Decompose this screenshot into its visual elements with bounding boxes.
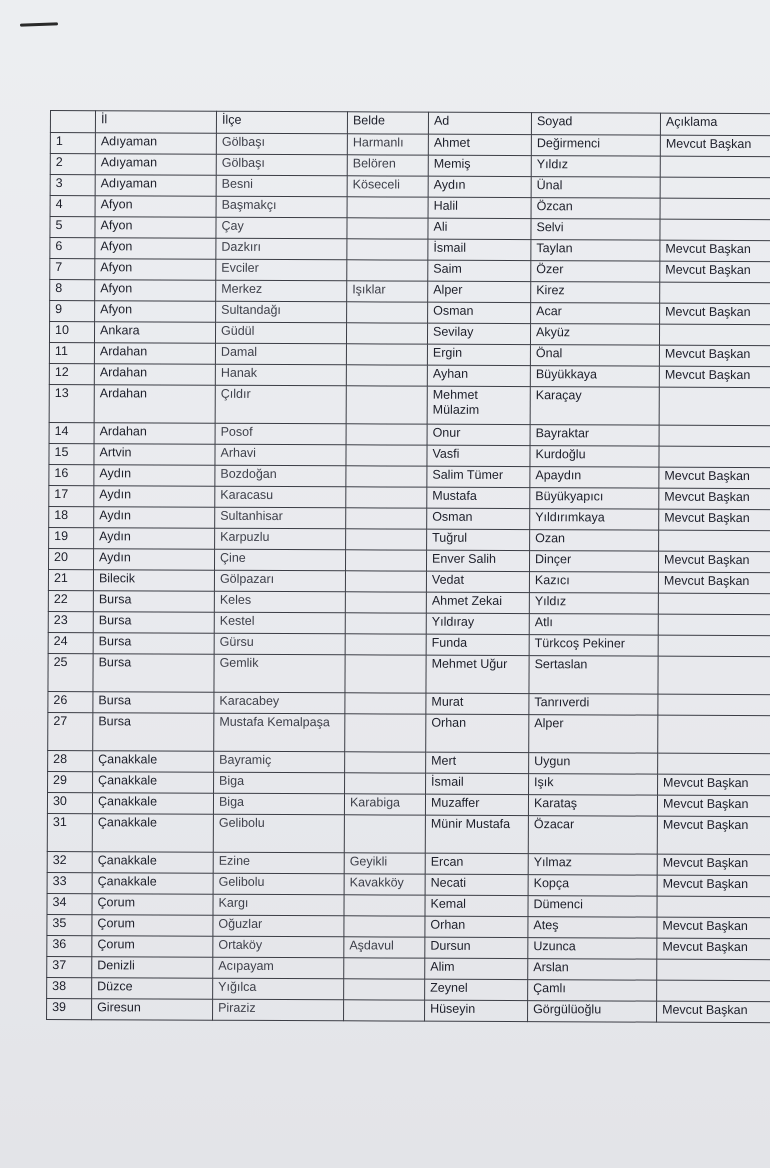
cell-belde bbox=[347, 197, 428, 218]
cell-belde bbox=[346, 386, 427, 424]
cell-ilce: Başmakçı bbox=[216, 196, 347, 218]
cell-belde bbox=[344, 815, 425, 853]
cell-ad: Aydın bbox=[428, 176, 531, 197]
cell-aciklama bbox=[658, 656, 770, 695]
cell-no: 26 bbox=[48, 691, 93, 712]
cell-belde bbox=[345, 571, 426, 592]
cell-soyad: Akyüz bbox=[530, 324, 659, 346]
cell-ilce: Gelibolu bbox=[213, 814, 344, 853]
cell-ilce: Yığılca bbox=[213, 978, 344, 1000]
header-ad: Ad bbox=[428, 112, 531, 134]
cell-ad: Necati bbox=[425, 874, 528, 895]
cell-soyad: Yıldız bbox=[529, 593, 658, 615]
cell-ad: Yıldıray bbox=[426, 613, 529, 634]
cell-soyad: Atlı bbox=[529, 614, 658, 636]
cell-soyad: Kurdoğlu bbox=[530, 446, 659, 468]
cell-belde bbox=[345, 773, 426, 794]
cell-il: Bursa bbox=[93, 591, 214, 613]
cell-il: Çorum bbox=[92, 936, 213, 958]
cell-ilce: Gölbaşı bbox=[216, 154, 347, 176]
cell-no: 14 bbox=[49, 422, 94, 443]
cell-soyad: Ozan bbox=[530, 530, 659, 552]
cell-il: Adıyaman bbox=[95, 175, 216, 197]
cell-ad: Memiş bbox=[428, 155, 531, 176]
cell-no: 21 bbox=[48, 569, 93, 590]
cell-il: Afyon bbox=[95, 280, 216, 302]
cell-il: Adıyaman bbox=[95, 154, 216, 176]
cell-ad: Osman bbox=[428, 302, 531, 323]
cell-il: Aydın bbox=[94, 528, 215, 550]
cell-ad: Vasfi bbox=[427, 445, 530, 466]
cell-il: Bilecik bbox=[93, 570, 214, 592]
cell-no: 11 bbox=[49, 342, 94, 363]
cell-belde: Geyikli bbox=[344, 853, 425, 874]
cell-ilce: Gelibolu bbox=[213, 873, 344, 895]
cell-aciklama: Mevcut Başkan bbox=[659, 488, 770, 510]
cell-aciklama bbox=[659, 446, 770, 468]
cell-il: Çanakkale bbox=[92, 852, 213, 874]
cell-aciklama: Mevcut Başkan bbox=[660, 261, 770, 283]
cell-ad: Vedat bbox=[426, 571, 529, 592]
cell-soyad: Değirmenci bbox=[531, 135, 660, 157]
header-il: İl bbox=[95, 111, 216, 134]
cell-il: Giresun bbox=[92, 999, 213, 1021]
cell-il: Afyon bbox=[95, 301, 216, 323]
cell-ad: İsmail bbox=[428, 239, 531, 260]
cell-ilce: Gölbaşı bbox=[216, 133, 347, 155]
cell-il: Afyon bbox=[95, 217, 216, 239]
cell-ad: Münir Mustafa bbox=[425, 815, 528, 853]
cell-belde bbox=[346, 445, 427, 466]
cell-ad: Mustafa bbox=[427, 487, 530, 508]
candidate-table bbox=[46, 110, 770, 1023]
cell-il: Aydın bbox=[94, 486, 215, 508]
cell-soyad: Özer bbox=[531, 261, 660, 283]
cell-ad: Mehmet Uğur bbox=[426, 655, 529, 693]
cell-ad: İsmail bbox=[426, 773, 529, 794]
table-row bbox=[47, 813, 770, 854]
header-aciklama: Açıklama bbox=[660, 113, 770, 136]
cell-il: Çorum bbox=[92, 915, 213, 937]
cell-ilce: Çay bbox=[216, 217, 347, 239]
cell-ilce: Güdül bbox=[215, 322, 346, 344]
cell-aciklama bbox=[660, 177, 770, 199]
header-belde: Belde bbox=[347, 112, 428, 134]
cell-il: Bursa bbox=[93, 654, 214, 693]
cell-ad: Alim bbox=[425, 958, 528, 979]
cell-aciklama: Mevcut Başkan bbox=[659, 345, 770, 367]
cell-belde bbox=[346, 344, 427, 365]
cell-no: 6 bbox=[50, 238, 95, 259]
cell-ad: Orhan bbox=[425, 916, 528, 937]
cell-no: 8 bbox=[50, 280, 95, 301]
cell-no: 28 bbox=[48, 750, 93, 771]
cell-aciklama: Mevcut Başkan bbox=[660, 240, 770, 262]
cell-il: Ardahan bbox=[94, 343, 215, 365]
table-header-row bbox=[50, 111, 770, 136]
cell-belde bbox=[346, 466, 427, 487]
header-no bbox=[50, 111, 95, 133]
cell-belde bbox=[346, 487, 427, 508]
cell-ad: Ahmet Zekai bbox=[426, 592, 529, 613]
cell-ad: Mehmet Mülazim bbox=[427, 386, 530, 424]
cell-ilce: Ortaköy bbox=[213, 936, 344, 958]
cell-ad: Orhan bbox=[426, 714, 529, 752]
cell-il: Bursa bbox=[93, 633, 214, 655]
cell-no: 39 bbox=[47, 998, 92, 1019]
cell-ad: Ahmet bbox=[428, 134, 531, 155]
cell-no: 2 bbox=[50, 154, 95, 175]
cell-belde bbox=[346, 424, 427, 445]
cell-no: 31 bbox=[47, 813, 92, 851]
cell-belde bbox=[346, 508, 427, 529]
cell-belde: Köseceli bbox=[347, 176, 428, 197]
cell-il: Ardahan bbox=[94, 423, 215, 445]
cell-il: Çorum bbox=[92, 894, 213, 916]
cell-il: Adıyaman bbox=[95, 133, 216, 155]
cell-no: 19 bbox=[49, 527, 94, 548]
cell-ilce: Kargı bbox=[213, 894, 344, 916]
cell-soyad: Kopça bbox=[528, 875, 657, 897]
cell-ilce: Sultanhisar bbox=[215, 507, 346, 529]
cell-ilce: Dazkırı bbox=[216, 238, 347, 260]
cell-il: Bursa bbox=[93, 612, 214, 634]
cell-ad: Ali bbox=[428, 218, 531, 239]
cell-belde bbox=[344, 979, 425, 1000]
cell-soyad: Çamlı bbox=[528, 980, 657, 1002]
table-row bbox=[47, 998, 770, 1022]
cell-aciklama bbox=[660, 219, 770, 241]
cell-soyad: Kazıcı bbox=[529, 572, 658, 594]
cell-aciklama: Mevcut Başkan bbox=[659, 509, 770, 531]
cell-aciklama bbox=[660, 198, 770, 220]
cell-belde bbox=[346, 365, 427, 386]
cell-ad: Kemal bbox=[425, 895, 528, 916]
cell-ad: Halil bbox=[428, 197, 531, 218]
cell-belde bbox=[345, 714, 426, 752]
cell-il: Çanakkale bbox=[92, 793, 213, 815]
cell-aciklama bbox=[660, 282, 770, 304]
cell-soyad: Uygun bbox=[529, 753, 658, 775]
cell-ilce: Keles bbox=[214, 591, 345, 613]
cell-aciklama: Mevcut Başkan bbox=[659, 366, 770, 388]
header-ilce: İlçe bbox=[216, 111, 347, 134]
cell-no: 27 bbox=[48, 712, 93, 750]
cell-aciklama: Mevcut Başkan bbox=[658, 572, 770, 594]
cell-soyad: Uzunca bbox=[528, 938, 657, 960]
cell-belde: Kavakköy bbox=[344, 874, 425, 895]
cell-no: 38 bbox=[47, 977, 92, 998]
cell-soyad: Yıldırımkaya bbox=[530, 509, 659, 531]
header-soyad: Soyad bbox=[531, 113, 660, 136]
cell-belde bbox=[347, 302, 428, 323]
cell-ilce: Çıldır bbox=[215, 385, 346, 424]
cell-ad: Ercan bbox=[425, 853, 528, 874]
cell-ad: Enver Salih bbox=[426, 550, 529, 571]
cell-soyad: Işık bbox=[529, 774, 658, 796]
cell-belde bbox=[345, 693, 426, 714]
table-row bbox=[48, 653, 770, 694]
cell-no: 13 bbox=[49, 384, 94, 422]
cell-ilce: Karacabey bbox=[214, 692, 345, 714]
cell-ilce: Sultandağı bbox=[216, 301, 347, 323]
cell-soyad: Sertaslan bbox=[529, 656, 658, 695]
cell-no: 33 bbox=[47, 872, 92, 893]
cell-aciklama: Mevcut Başkan bbox=[658, 551, 770, 573]
cell-soyad: Dinçer bbox=[529, 551, 658, 573]
cell-ad: Mert bbox=[426, 752, 529, 773]
cell-il: Çanakkale bbox=[92, 814, 213, 853]
cell-soyad: Büyükyapıcı bbox=[530, 488, 659, 510]
cell-soyad: Taylan bbox=[531, 240, 660, 262]
cell-ilce: Ezine bbox=[213, 852, 344, 874]
cell-no: 4 bbox=[50, 196, 95, 217]
cell-soyad: Tanrıverdi bbox=[529, 694, 658, 716]
cell-no: 15 bbox=[49, 443, 94, 464]
cell-belde bbox=[346, 529, 427, 550]
cell-ilce: Gürsu bbox=[214, 633, 345, 655]
cell-no: 7 bbox=[50, 259, 95, 280]
table-row bbox=[48, 712, 770, 753]
table-body bbox=[47, 133, 770, 1023]
cell-aciklama bbox=[659, 530, 770, 552]
cell-belde bbox=[347, 218, 428, 239]
cell-ilce: Gemlik bbox=[214, 654, 345, 693]
cell-aciklama bbox=[660, 156, 770, 178]
cell-soyad: Özacar bbox=[528, 816, 657, 855]
cell-ilce: Arhavi bbox=[215, 444, 346, 466]
cell-aciklama bbox=[659, 387, 770, 426]
cell-aciklama: Mevcut Başkan bbox=[658, 774, 770, 796]
cell-il: Ankara bbox=[94, 322, 215, 344]
pen-mark bbox=[20, 22, 58, 26]
cell-aciklama: Mevcut Başkan bbox=[657, 795, 770, 817]
cell-aciklama: Mevcut Başkan bbox=[657, 854, 770, 876]
cell-aciklama: Mevcut Başkan bbox=[657, 938, 770, 960]
cell-soyad: Karataş bbox=[528, 795, 657, 817]
cell-belde bbox=[344, 958, 425, 979]
cell-ilce: Bozdoğan bbox=[215, 465, 346, 487]
cell-soyad: Dümenci bbox=[528, 896, 657, 918]
cell-aciklama bbox=[658, 753, 770, 775]
cell-soyad: Karaçay bbox=[530, 387, 659, 426]
cell-no: 20 bbox=[48, 548, 93, 569]
cell-belde bbox=[347, 239, 428, 260]
cell-ilce: Karacasu bbox=[215, 486, 346, 508]
cell-belde bbox=[345, 592, 426, 613]
cell-soyad: Büyükkaya bbox=[530, 366, 659, 388]
cell-ilce: Gölpazarı bbox=[214, 570, 345, 592]
cell-il: Ardahan bbox=[94, 385, 215, 424]
cell-ilce: Biga bbox=[213, 793, 344, 815]
cell-ilce: Merkez bbox=[216, 280, 347, 302]
cell-soyad: Görgülüoğlu bbox=[528, 1001, 657, 1023]
cell-ad: Sevilay bbox=[427, 323, 530, 344]
cell-ilce: Damal bbox=[215, 343, 346, 365]
cell-aciklama: Mevcut Başkan bbox=[657, 1001, 770, 1023]
cell-no: 34 bbox=[47, 893, 92, 914]
cell-ilce: Evciler bbox=[216, 259, 347, 281]
cell-soyad: Arslan bbox=[528, 959, 657, 981]
cell-belde: Aşdavul bbox=[344, 937, 425, 958]
cell-aciklama: Mevcut Başkan bbox=[660, 303, 770, 325]
cell-aciklama bbox=[657, 959, 770, 981]
table-row bbox=[49, 384, 770, 425]
cell-belde bbox=[345, 550, 426, 571]
cell-soyad: Yıldız bbox=[531, 156, 660, 178]
cell-belde bbox=[345, 613, 426, 634]
cell-soyad: Alper bbox=[529, 715, 658, 754]
cell-ad: Ayhan bbox=[427, 365, 530, 386]
cell-no: 18 bbox=[49, 506, 94, 527]
cell-ad: Osman bbox=[427, 508, 530, 529]
cell-ilce: Kestel bbox=[214, 612, 345, 634]
cell-soyad: Önal bbox=[530, 345, 659, 367]
cell-ad: Onur bbox=[427, 424, 530, 445]
cell-aciklama bbox=[658, 614, 770, 636]
cell-il: Bursa bbox=[93, 713, 214, 752]
cell-ad: Zeynel bbox=[425, 979, 528, 1000]
cell-ad: Funda bbox=[426, 634, 529, 655]
cell-il: Bursa bbox=[93, 692, 214, 714]
cell-ilce: Hanak bbox=[215, 364, 346, 386]
cell-aciklama bbox=[658, 694, 770, 716]
cell-belde: Işıklar bbox=[347, 281, 428, 302]
cell-il: Aydın bbox=[94, 507, 215, 529]
cell-no: 17 bbox=[49, 485, 94, 506]
cell-no: 29 bbox=[48, 771, 93, 792]
cell-aciklama: Mevcut Başkan bbox=[657, 816, 770, 855]
cell-no: 10 bbox=[49, 322, 94, 343]
cell-ad: Murat bbox=[426, 693, 529, 714]
cell-ad: Alper bbox=[428, 281, 531, 302]
cell-no: 3 bbox=[50, 175, 95, 196]
cell-no: 25 bbox=[48, 653, 93, 691]
cell-no: 22 bbox=[48, 590, 93, 611]
cell-il: Denizli bbox=[92, 957, 213, 979]
cell-soyad: Ateş bbox=[528, 917, 657, 939]
cell-soyad: Türkcoş Pekiner bbox=[529, 635, 658, 657]
cell-soyad: Kirez bbox=[531, 282, 660, 304]
cell-il: Çanakkale bbox=[93, 772, 214, 794]
cell-belde bbox=[345, 752, 426, 773]
cell-il: Çanakkale bbox=[92, 873, 213, 895]
cell-ad: Muzaffer bbox=[425, 794, 528, 815]
cell-belde bbox=[344, 1000, 425, 1021]
cell-aciklama bbox=[658, 635, 770, 657]
cell-no: 23 bbox=[48, 611, 93, 632]
cell-soyad: Selvi bbox=[531, 219, 660, 241]
cell-aciklama bbox=[658, 593, 770, 615]
cell-il: Düzce bbox=[92, 978, 213, 1000]
cell-no: 35 bbox=[47, 914, 92, 935]
cell-belde bbox=[344, 895, 425, 916]
cell-aciklama: Mevcut Başkan bbox=[657, 875, 770, 897]
cell-il: Afyon bbox=[95, 238, 216, 260]
cell-ilce: Piraziz bbox=[213, 999, 344, 1021]
cell-il: Çanakkale bbox=[93, 751, 214, 773]
cell-aciklama bbox=[658, 715, 770, 754]
cell-ilce: Çine bbox=[214, 549, 345, 571]
cell-ad: Tuğrul bbox=[427, 529, 530, 550]
cell-soyad: Yılmaz bbox=[528, 854, 657, 876]
cell-soyad: Bayraktar bbox=[530, 425, 659, 447]
cell-ilce: Mustafa Kemalpaşa bbox=[214, 713, 345, 752]
cell-il: Aydın bbox=[94, 465, 215, 487]
cell-il: Afyon bbox=[95, 259, 216, 281]
cell-belde bbox=[347, 260, 428, 281]
cell-soyad: Ünal bbox=[531, 177, 660, 199]
cell-ilce: Posof bbox=[215, 423, 346, 445]
cell-no: 24 bbox=[48, 632, 93, 653]
cell-ilce: Biga bbox=[214, 772, 345, 794]
cell-ad: Dursun bbox=[425, 937, 528, 958]
cell-il: Artvin bbox=[94, 444, 215, 466]
cell-aciklama: Mevcut Başkan bbox=[659, 467, 770, 489]
cell-ilce: Bayramiç bbox=[214, 751, 345, 773]
cell-no: 36 bbox=[47, 935, 92, 956]
cell-aciklama bbox=[657, 980, 770, 1002]
cell-aciklama bbox=[659, 425, 770, 447]
cell-il: Ardahan bbox=[94, 364, 215, 386]
cell-belde bbox=[345, 634, 426, 655]
cell-no: 30 bbox=[47, 792, 92, 813]
cell-soyad: Özcan bbox=[531, 198, 660, 220]
cell-ilce: Karpuzlu bbox=[215, 528, 346, 550]
cell-soyad: Apaydın bbox=[530, 467, 659, 489]
cell-belde bbox=[345, 655, 426, 693]
cell-no: 9 bbox=[50, 301, 95, 322]
cell-no: 12 bbox=[49, 363, 94, 384]
cell-ilce: Besni bbox=[216, 175, 347, 197]
cell-belde bbox=[346, 323, 427, 344]
cell-belde: Belören bbox=[347, 155, 428, 176]
cell-ilce: Oğuzlar bbox=[213, 915, 344, 937]
cell-ad: Hüseyin bbox=[425, 1000, 528, 1021]
cell-ilce: Acıpayam bbox=[213, 957, 344, 979]
cell-no: 32 bbox=[47, 851, 92, 872]
cell-aciklama: Mevcut Başkan bbox=[660, 135, 770, 157]
cell-no: 1 bbox=[50, 133, 95, 154]
cell-ad: Ergin bbox=[427, 344, 530, 365]
cell-aciklama bbox=[657, 896, 770, 918]
cell-il: Aydın bbox=[93, 549, 214, 571]
cell-belde: Harmanlı bbox=[347, 134, 428, 155]
cell-belde: Karabiga bbox=[344, 794, 425, 815]
cell-soyad: Acar bbox=[531, 303, 660, 325]
cell-ad: Saim bbox=[428, 260, 531, 281]
cell-il: Afyon bbox=[95, 196, 216, 218]
cell-aciklama: Mevcut Başkan bbox=[657, 917, 770, 939]
cell-no: 5 bbox=[50, 217, 95, 238]
cell-ad: Salim Tümer bbox=[427, 466, 530, 487]
cell-no: 16 bbox=[49, 464, 94, 485]
cell-aciklama bbox=[659, 324, 770, 346]
cell-no: 37 bbox=[47, 956, 92, 977]
cell-belde bbox=[344, 916, 425, 937]
